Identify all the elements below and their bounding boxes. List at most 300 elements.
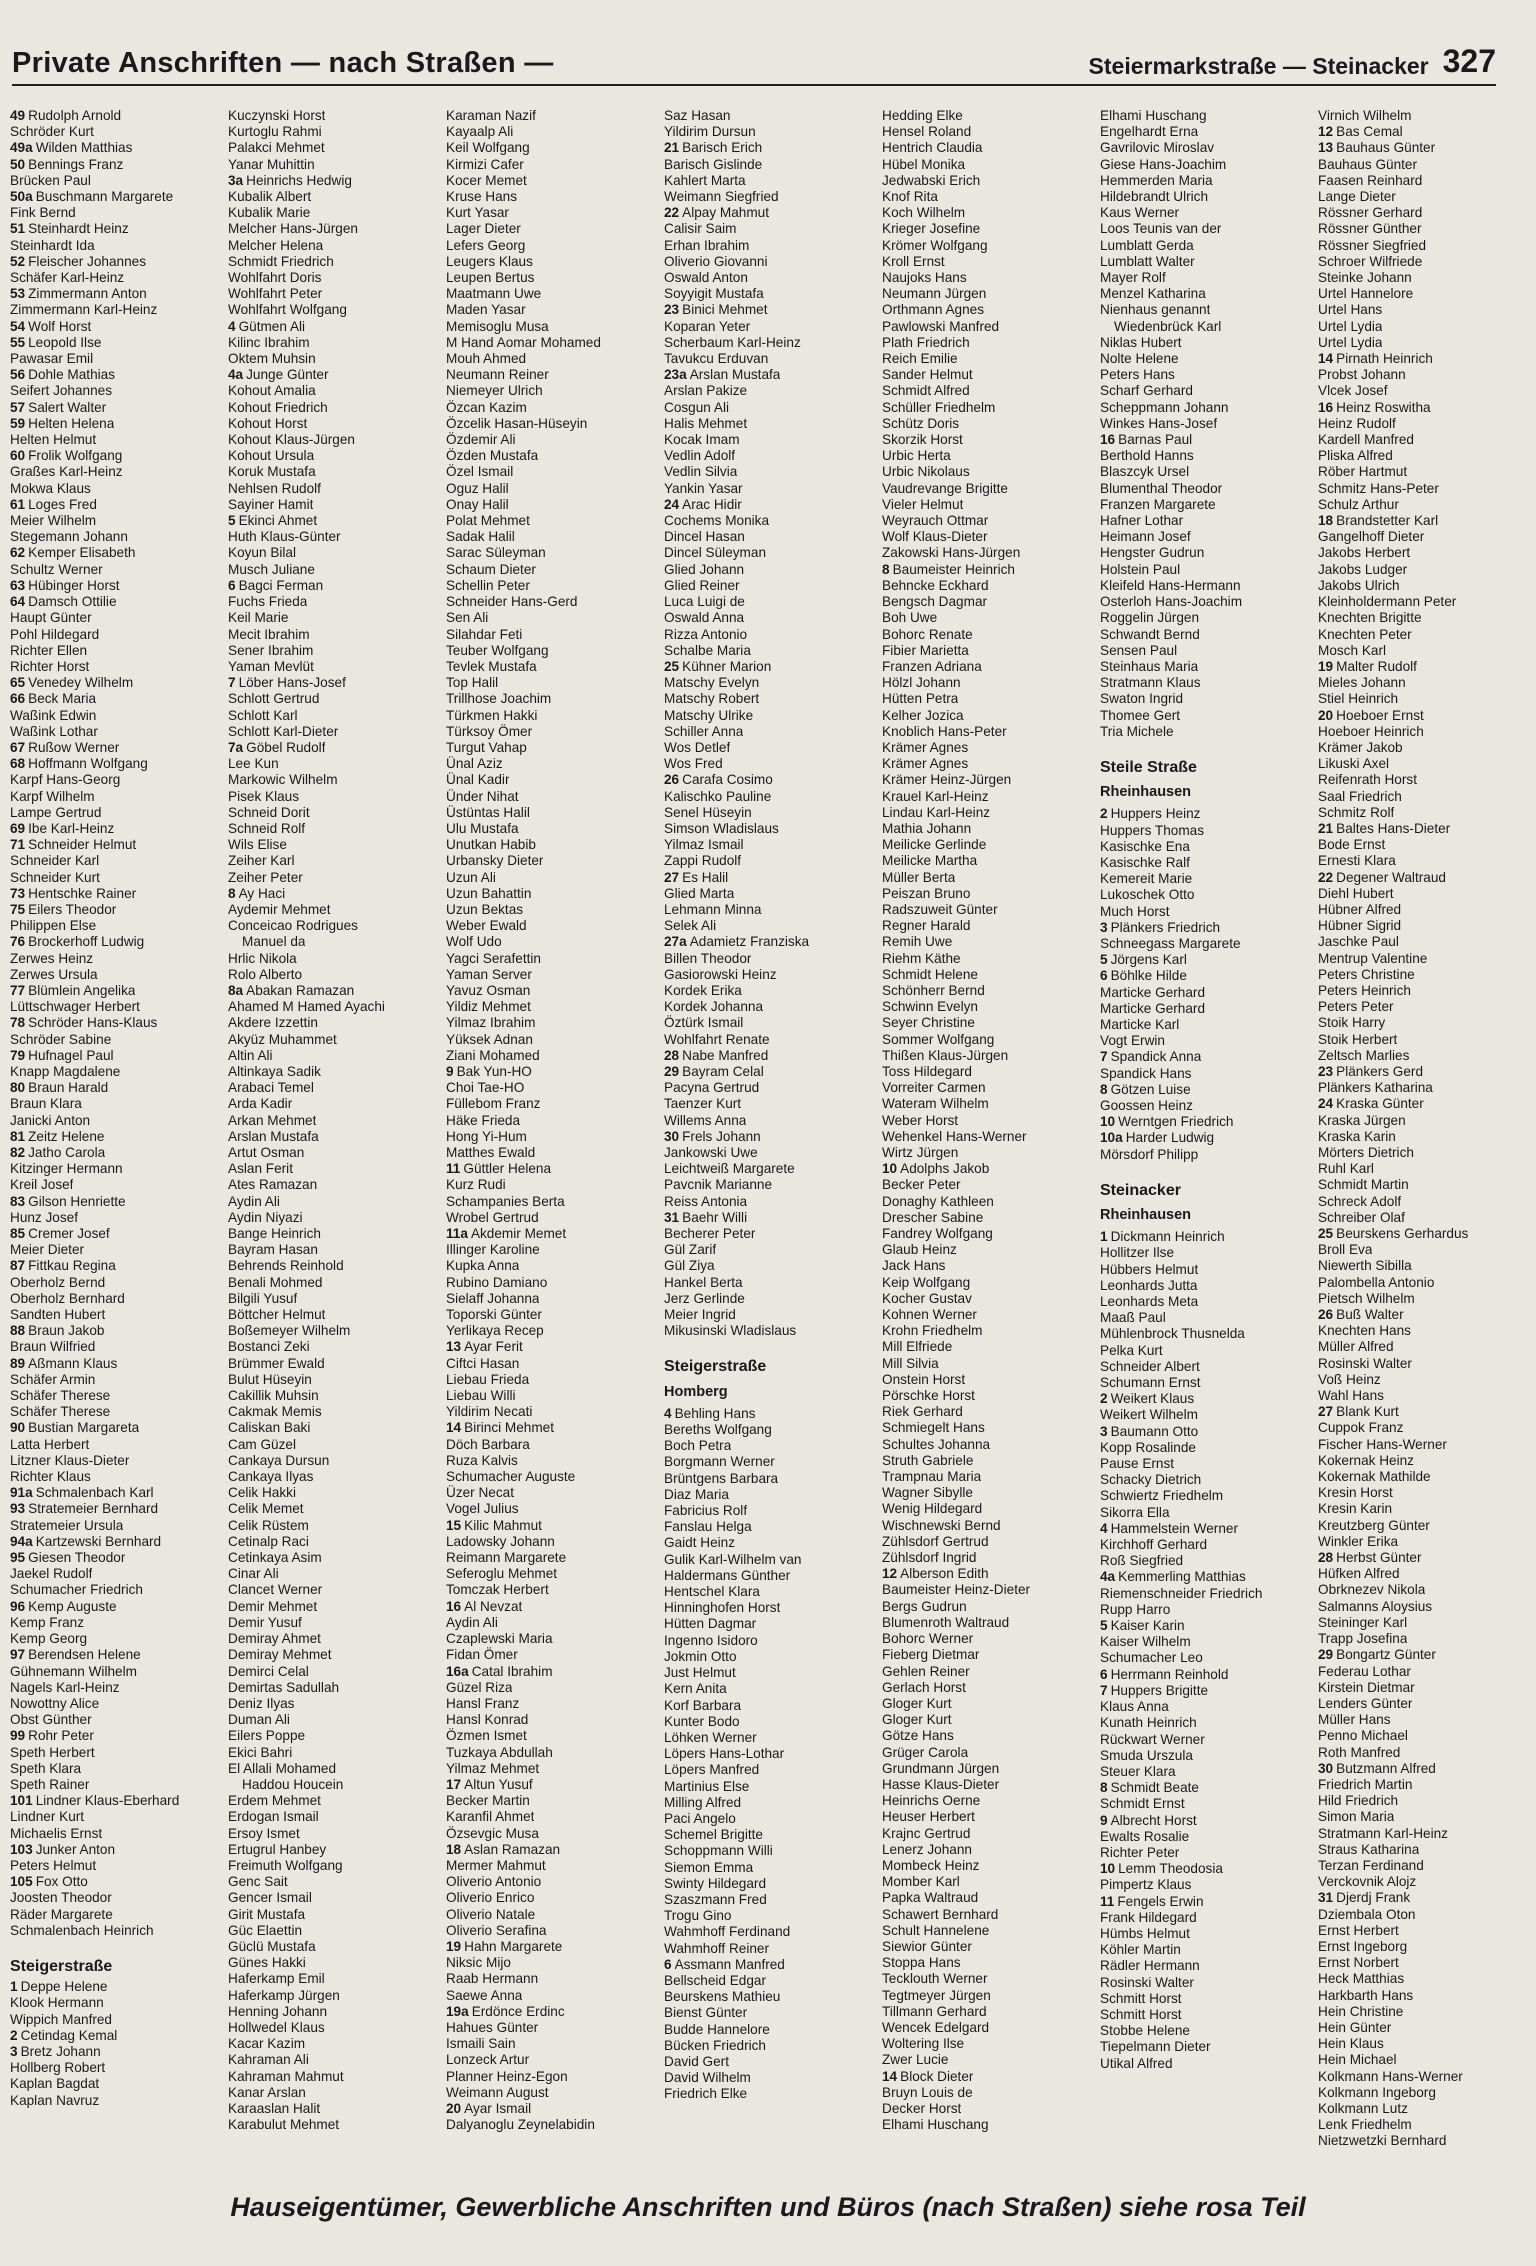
resident-name: Cakillik Muhsin bbox=[228, 1388, 319, 1404]
directory-entry bbox=[1100, 529, 1310, 545]
resident-name: Oberholz Bernd bbox=[10, 1274, 106, 1290]
directory-entry bbox=[882, 1582, 1092, 1598]
resident-name: Trillhose Joachim bbox=[446, 691, 552, 707]
directory-entry bbox=[446, 594, 656, 610]
directory-entry bbox=[446, 286, 656, 302]
resident-name: Koparan Yeter bbox=[664, 318, 751, 334]
directory-entry bbox=[1100, 1033, 1310, 1049]
directory-entry bbox=[446, 562, 656, 578]
resident-name: Hahn Margarete bbox=[464, 1938, 563, 1954]
directory-entry bbox=[10, 2076, 220, 2092]
directory-entry bbox=[664, 2086, 874, 2102]
directory-entry bbox=[10, 286, 220, 302]
directory-entry bbox=[1100, 481, 1310, 497]
directory-entry bbox=[10, 1194, 220, 1210]
resident-name: Hoeboer Ernst bbox=[1336, 707, 1424, 723]
resident-name: Schumacher Auguste bbox=[446, 1469, 576, 1485]
resident-name: Graßes Karl-Heinz bbox=[10, 464, 123, 480]
directory-entry bbox=[446, 1161, 656, 1177]
house-number: 5 bbox=[228, 513, 236, 529]
directory-entry bbox=[882, 1161, 1092, 1177]
resident-name: Kemper Elisabeth bbox=[28, 545, 136, 561]
house-number: 22 bbox=[664, 205, 680, 221]
directory-entry bbox=[1100, 1796, 1310, 1812]
directory-entry bbox=[10, 221, 220, 237]
resident-name: Schiller Anna bbox=[664, 723, 744, 739]
resident-name: Werntgen Friedrich bbox=[1118, 1114, 1234, 1130]
directory-entry bbox=[10, 1761, 220, 1777]
directory-entry bbox=[10, 140, 220, 156]
resident-name: Yildiz Mehmet bbox=[446, 999, 531, 1015]
resident-name: Hong Yi-Hum bbox=[446, 1128, 527, 1144]
house-number: 56 bbox=[10, 367, 26, 383]
directory-entry bbox=[664, 221, 874, 237]
resident-name: Kasischke Ena bbox=[1100, 838, 1190, 854]
directory-entry bbox=[446, 1113, 656, 1129]
directory-entry bbox=[1100, 724, 1310, 740]
resident-name: Kemp Georg bbox=[10, 1631, 88, 1647]
resident-name: Rössner Siegfried bbox=[1318, 237, 1427, 253]
directory-entry bbox=[228, 870, 438, 886]
directory-entry bbox=[882, 1258, 1092, 1274]
resident-name: Schalbe Maria bbox=[664, 642, 751, 658]
resident-name: Kohout Klaus-Jürgen bbox=[228, 432, 355, 448]
resident-name: Wiedenbrück Karl bbox=[1114, 318, 1222, 334]
header-right bbox=[1089, 43, 1496, 80]
directory-entry bbox=[1318, 1420, 1528, 1436]
directory-entry bbox=[10, 562, 220, 578]
directory-entry bbox=[228, 1307, 438, 1323]
directory-entry bbox=[1100, 254, 1310, 270]
directory-entry bbox=[1318, 124, 1528, 140]
resident-name: Häke Frieda bbox=[446, 1112, 521, 1128]
directory-entry bbox=[10, 124, 220, 140]
directory-entry bbox=[228, 448, 438, 464]
directory-entry bbox=[228, 886, 438, 902]
resident-name: Jakobs Herbert bbox=[1318, 545, 1411, 561]
directory-entry bbox=[228, 1988, 438, 2004]
directory-entry bbox=[664, 740, 874, 756]
resident-name: Urtel Hans bbox=[1318, 302, 1383, 318]
resident-name: Huppers Heinz bbox=[1110, 806, 1201, 822]
directory-entry bbox=[882, 1420, 1092, 1436]
directory-entry bbox=[664, 789, 874, 805]
resident-name: Elhami Huschang bbox=[882, 2117, 989, 2133]
resident-name: Kardell Manfred bbox=[1318, 432, 1414, 448]
directory-entry bbox=[10, 448, 220, 464]
resident-name: Matschy Robert bbox=[664, 691, 760, 707]
directory-entry bbox=[882, 2020, 1092, 2036]
directory-entry bbox=[664, 1258, 874, 1274]
directory-entry bbox=[1100, 140, 1310, 156]
house-number: 50a bbox=[10, 189, 33, 205]
resident-name: Sommer Wolfgang bbox=[882, 1031, 995, 1047]
resident-name: Kolkmann Hans-Werner bbox=[1318, 2068, 1463, 2084]
directory-entry bbox=[1318, 1631, 1528, 1647]
directory-entry bbox=[1100, 1505, 1310, 1521]
directory-entry bbox=[1100, 1537, 1310, 1553]
resident-name: Cetinkaya Asim bbox=[228, 1550, 322, 1566]
directory-entry bbox=[882, 2069, 1092, 2085]
resident-name: Toporski Günter bbox=[446, 1307, 542, 1323]
directory-entry bbox=[228, 2020, 438, 2036]
resident-name: Krämer Jakob bbox=[1318, 739, 1403, 755]
house-number: 67 bbox=[10, 739, 26, 755]
resident-name: Ruza Kalvis bbox=[446, 1452, 518, 1468]
directory-entry bbox=[882, 1842, 1092, 1858]
house-number: 14 bbox=[882, 2068, 898, 2084]
resident-name: Voß Heinz bbox=[1318, 1371, 1381, 1387]
directory-entry bbox=[1100, 562, 1310, 578]
directory-entry bbox=[10, 529, 220, 545]
directory-entry bbox=[446, 886, 656, 902]
resident-name: Wohlfahrt Peter bbox=[228, 286, 323, 302]
resident-name: Speth Rainer bbox=[10, 1776, 90, 1792]
directory-entry bbox=[664, 157, 874, 173]
directory-entry bbox=[10, 1242, 220, 1258]
resident-name: Schult Hannelene bbox=[882, 1922, 990, 1938]
resident-name: Jakobs Ulrich bbox=[1318, 577, 1400, 593]
resident-name: Demiray Mehmet bbox=[228, 1647, 332, 1663]
resident-name: Rössner Gerhard bbox=[1318, 205, 1423, 221]
house-number: 69 bbox=[10, 820, 26, 836]
resident-name: Schoppmann Willi bbox=[664, 1843, 773, 1859]
resident-name: Knechten Hans bbox=[1318, 1323, 1411, 1339]
resident-name: Aydin Ali bbox=[228, 1193, 280, 1209]
directory-entry bbox=[1100, 1877, 1310, 1893]
directory-entry bbox=[228, 464, 438, 480]
house-number: 16 bbox=[1318, 399, 1334, 415]
directory-entry bbox=[1100, 1424, 1310, 1440]
resident-name: Kurz Rudi bbox=[446, 1177, 506, 1193]
resident-name: Lukoschek Otto bbox=[1100, 887, 1195, 903]
resident-name: Stratmann Klaus bbox=[1100, 675, 1201, 691]
directory-entry bbox=[446, 481, 656, 497]
house-number: 27a bbox=[664, 934, 687, 950]
resident-name: Barisch Gislinde bbox=[664, 156, 763, 172]
resident-name: Abakan Ramazan bbox=[246, 982, 355, 998]
directory-entry bbox=[10, 821, 220, 837]
directory-entry bbox=[446, 1453, 656, 1469]
directory-entry bbox=[10, 1275, 220, 1291]
house-number: 3a bbox=[228, 172, 244, 188]
resident-name: Kunath Heinrich bbox=[1100, 1715, 1197, 1731]
directory-entry bbox=[1318, 1453, 1528, 1469]
directory-entry bbox=[1318, 286, 1528, 302]
directory-entry bbox=[228, 1809, 438, 1825]
resident-name: Fieberg Dietmar bbox=[882, 1647, 980, 1663]
directory-entry bbox=[446, 1777, 656, 1793]
resident-name: Dohle Mathias bbox=[28, 367, 116, 383]
resident-name: Kemereit Marie bbox=[1100, 871, 1193, 887]
directory-entry bbox=[446, 610, 656, 626]
resident-name: Schmitt Horst bbox=[1100, 2006, 1182, 2022]
resident-name: Knof Rita bbox=[882, 189, 938, 205]
resident-name: Bostanci Zeki bbox=[228, 1339, 310, 1355]
directory-entry bbox=[446, 513, 656, 529]
resident-name: Pimpertz Klaus bbox=[1100, 1877, 1192, 1893]
resident-name: Momber Karl bbox=[882, 1874, 960, 1890]
directory-entry bbox=[10, 319, 220, 335]
resident-name: Riemenschneider Friedrich bbox=[1100, 1585, 1263, 1601]
directory-entry bbox=[10, 643, 220, 659]
resident-name: Celik Hakki bbox=[228, 1485, 296, 1501]
directory-entry bbox=[10, 238, 220, 254]
directory-entry bbox=[446, 157, 656, 173]
house-number: 60 bbox=[10, 448, 26, 464]
directory-entry bbox=[882, 1777, 1092, 1793]
directory-entry bbox=[228, 1907, 438, 1923]
resident-name: Stoik Harry bbox=[1318, 1015, 1386, 1031]
resident-name: Markowic Wilhelm bbox=[228, 772, 338, 788]
directory-entry bbox=[1318, 1242, 1528, 1258]
resident-name: Becker Peter bbox=[882, 1177, 961, 1193]
resident-name: Bengsch Dagmar bbox=[882, 594, 988, 610]
directory-entry bbox=[1318, 1129, 1528, 1145]
resident-name: Zeltsch Marlies bbox=[1318, 1047, 1410, 1063]
directory-entry bbox=[1100, 643, 1310, 659]
resident-name: Schawert Bernhard bbox=[882, 1906, 999, 1922]
resident-name: Steinhardt Heinz bbox=[28, 221, 129, 237]
house-number: 24 bbox=[664, 496, 680, 512]
resident-name: Mermer Mahmut bbox=[446, 1857, 546, 1873]
directory-entry bbox=[882, 789, 1092, 805]
directory-entry bbox=[446, 1501, 656, 1517]
directory-entry bbox=[10, 513, 220, 529]
resident-name: Palombella Antonio bbox=[1318, 1274, 1435, 1290]
directory-entry bbox=[1318, 221, 1528, 237]
resident-name: Hentschke Rainer bbox=[28, 885, 137, 901]
directory-entry bbox=[1100, 659, 1310, 675]
directory-entry bbox=[882, 1437, 1092, 1453]
resident-name: Keip Wolfgang bbox=[882, 1274, 971, 1290]
resident-name: Onay Halil bbox=[446, 496, 509, 512]
resident-name: Fox Otto bbox=[35, 1874, 88, 1890]
resident-name: Hahues Günter bbox=[446, 2019, 539, 2035]
house-number: 3 bbox=[1100, 1423, 1108, 1439]
directory-entry bbox=[446, 319, 656, 335]
directory-entry bbox=[882, 383, 1092, 399]
resident-name: Federau Lothar bbox=[1318, 1663, 1411, 1679]
resident-name: Wahmhoff Ferdinand bbox=[664, 1924, 791, 1940]
directory-entry bbox=[664, 335, 874, 351]
directory-entry bbox=[1100, 221, 1310, 237]
directory-entry bbox=[446, 1793, 656, 1809]
resident-name: Spandick Hans bbox=[1100, 1065, 1192, 1081]
house-number: 28 bbox=[664, 1047, 680, 1063]
resident-name: Krauel Karl-Heinz bbox=[882, 788, 989, 804]
resident-name: Ernst Norbert bbox=[1318, 1955, 1399, 1971]
directory-entry bbox=[10, 983, 220, 999]
resident-name: Vogel Julius bbox=[446, 1501, 519, 1517]
house-number: 31 bbox=[1318, 1890, 1334, 1906]
directory-entry bbox=[664, 870, 874, 886]
resident-name: Bongartz Günter bbox=[1336, 1647, 1436, 1663]
directory-entry bbox=[1318, 1647, 1528, 1663]
directory-entry bbox=[664, 1519, 874, 1535]
directory-entry bbox=[10, 254, 220, 270]
resident-name: Penno Michael bbox=[1318, 1728, 1408, 1744]
directory-entry bbox=[10, 1485, 220, 1501]
directory-entry bbox=[1100, 205, 1310, 221]
resident-name: Aydemir Mehmet bbox=[228, 901, 331, 917]
house-number: 14 bbox=[446, 1420, 462, 1436]
directory-entry bbox=[228, 1469, 438, 1485]
directory-entry bbox=[1318, 448, 1528, 464]
directory-entry bbox=[1318, 837, 1528, 853]
directory-entry bbox=[1100, 1375, 1310, 1391]
directory-entry bbox=[664, 464, 874, 480]
directory-entry bbox=[664, 967, 874, 983]
resident-name: Aydin Ali bbox=[446, 1614, 498, 1630]
resident-name: Wahmhoff Reiner bbox=[664, 1940, 770, 1956]
resident-name: Steinke Johann bbox=[1318, 270, 1412, 286]
directory-entry bbox=[1100, 1521, 1310, 1537]
directory-entry bbox=[228, 1388, 438, 1404]
directory-entry bbox=[664, 1438, 874, 1454]
directory-entry bbox=[664, 691, 874, 707]
resident-name: Löpers Hans-Lothar bbox=[664, 1746, 785, 1762]
directory-entry bbox=[1318, 140, 1528, 156]
directory-entry bbox=[1318, 983, 1528, 999]
directory-entry bbox=[882, 659, 1092, 675]
resident-name: Elhami Huschang bbox=[1100, 108, 1207, 123]
resident-name: Zühlsdorf Ingrid bbox=[882, 1550, 977, 1566]
directory-entry bbox=[882, 1210, 1092, 1226]
resident-name: Giese Hans-Joachim bbox=[1100, 156, 1227, 172]
resident-name: Fidan Ömer bbox=[446, 1647, 518, 1663]
directory-entry bbox=[882, 675, 1092, 691]
house-number: 20 bbox=[446, 2100, 462, 2116]
directory-entry bbox=[1318, 1275, 1528, 1291]
house-number: 2 bbox=[10, 2027, 18, 2043]
resident-name: Willems Anna bbox=[664, 1112, 747, 1128]
resident-name: Zwer Lucie bbox=[882, 2052, 949, 2068]
footer-note: Hauseigentümer, Gewerbliche Anschriften und Büros (nach Straßen) siehe rosa Teil bbox=[230, 2192, 1306, 2222]
directory-entry bbox=[1318, 870, 1528, 886]
resident-name: Kurt Yasar bbox=[446, 205, 509, 221]
resident-name: Hemmerden Maria bbox=[1100, 172, 1213, 188]
directory-entry bbox=[228, 302, 438, 318]
resident-name: Much Horst bbox=[1100, 903, 1170, 919]
directory-entry bbox=[1318, 691, 1528, 707]
resident-name: M Hand Aomar Mohamed bbox=[446, 334, 601, 350]
resident-name: Schlott Karl-Dieter bbox=[228, 723, 339, 739]
directory-entry bbox=[1318, 2069, 1528, 2085]
directory-entry bbox=[446, 464, 656, 480]
directory-entry bbox=[1318, 610, 1528, 626]
directory-entry bbox=[1318, 1210, 1528, 1226]
directory-entry bbox=[228, 1275, 438, 1291]
resident-name: Nietzwetzki Bernhard bbox=[1318, 2133, 1447, 2149]
directory-entry bbox=[664, 1145, 874, 1161]
resident-name: Matschy Evelyn bbox=[664, 675, 760, 691]
resident-name: Tria Michele bbox=[1100, 723, 1174, 739]
directory-entry bbox=[882, 302, 1092, 318]
directory-entry bbox=[228, 983, 438, 999]
resident-name: Richter Peter bbox=[1100, 1844, 1180, 1860]
house-number: 12 bbox=[1318, 124, 1334, 140]
directory-entry bbox=[882, 1356, 1092, 1372]
directory-entry bbox=[446, 1291, 656, 1307]
resident-name: Ernst Ingeborg bbox=[1318, 1938, 1408, 1954]
resident-name: Boßemeyer Wilhelm bbox=[228, 1323, 351, 1339]
resident-name: Karabulut Mehmet bbox=[228, 2117, 340, 2133]
directory-entry bbox=[664, 1649, 874, 1665]
directory-entry bbox=[1318, 1582, 1528, 1598]
resident-name: Dincel Hasan bbox=[664, 529, 745, 545]
directory-entry bbox=[10, 1599, 220, 1615]
directory-entry bbox=[228, 189, 438, 205]
house-number: 75 bbox=[10, 901, 26, 917]
resident-name: Hankel Berta bbox=[664, 1274, 743, 1290]
house-number: 19a bbox=[446, 2003, 469, 2019]
resident-name: Schneider Karl bbox=[10, 853, 100, 869]
directory-entry bbox=[664, 1552, 874, 1568]
directory-entry bbox=[1318, 2085, 1528, 2101]
directory-entry bbox=[1100, 839, 1310, 855]
house-number: 18 bbox=[446, 1841, 462, 1857]
directory-entry bbox=[882, 448, 1092, 464]
resident-name: Utikal Alfred bbox=[1100, 2055, 1173, 2071]
directory-entry bbox=[664, 2005, 874, 2021]
directory-entry bbox=[882, 1745, 1092, 1761]
resident-name: Kraska Jürgen bbox=[1318, 1112, 1406, 1128]
directory-entry bbox=[228, 1145, 438, 1161]
house-number: 80 bbox=[10, 1080, 26, 1096]
resident-name: Zühlsdorf Gertrud bbox=[882, 1533, 989, 1549]
directory-entry bbox=[228, 1518, 438, 1534]
directory-entry bbox=[664, 1275, 874, 1291]
resident-name: Krömer Wolfgang bbox=[882, 237, 988, 253]
resident-name: Engelhardt Erna bbox=[1100, 124, 1199, 140]
directory-entry bbox=[446, 205, 656, 221]
directory-entry bbox=[228, 2069, 438, 2085]
resident-name: Franzen Adriana bbox=[882, 658, 982, 674]
directory-entry bbox=[882, 1275, 1092, 1291]
directory-entry bbox=[228, 1826, 438, 1842]
resident-name: Hoffmann Wolfgang bbox=[28, 756, 148, 772]
directory-entry bbox=[228, 270, 438, 286]
directory-entry bbox=[446, 2036, 656, 2052]
directory-entry bbox=[446, 1923, 656, 1939]
directory-entry bbox=[1100, 1488, 1310, 1504]
resident-name: Schmidt Friedrich bbox=[228, 253, 334, 269]
directory-entry bbox=[446, 2020, 656, 2036]
resident-name: Ciftci Hasan bbox=[446, 1355, 520, 1371]
directory-entry bbox=[228, 1501, 438, 1517]
directory-entry bbox=[882, 983, 1092, 999]
resident-name: Wippich Manfred bbox=[10, 2011, 112, 2027]
resident-name: Eilers Theodor bbox=[28, 901, 117, 917]
resident-name: Kraska Karin bbox=[1318, 1128, 1396, 1144]
directory-entry bbox=[882, 1323, 1092, 1339]
house-number: 2 bbox=[1100, 1391, 1108, 1407]
resident-name: Kreil Josef bbox=[10, 1177, 74, 1193]
resident-name: Menzel Katharina bbox=[1100, 286, 1206, 302]
resident-name: Donaghy Kathleen bbox=[882, 1193, 994, 1209]
directory-entry bbox=[10, 1826, 220, 1842]
resident-name: Wischnewski Bernd bbox=[882, 1517, 1001, 1533]
house-number: 30 bbox=[664, 1128, 680, 1144]
directory-entry bbox=[882, 594, 1092, 610]
resident-name: Carafa Cosimo bbox=[682, 772, 773, 788]
directory-entry bbox=[664, 1032, 874, 1048]
directory-entry bbox=[10, 1113, 220, 1129]
resident-name: Rückwart Werner bbox=[1100, 1731, 1205, 1747]
resident-name: Özcelik Hasan-Hüseyin bbox=[446, 415, 588, 431]
resident-name: Kaiser Karin bbox=[1110, 1618, 1185, 1634]
